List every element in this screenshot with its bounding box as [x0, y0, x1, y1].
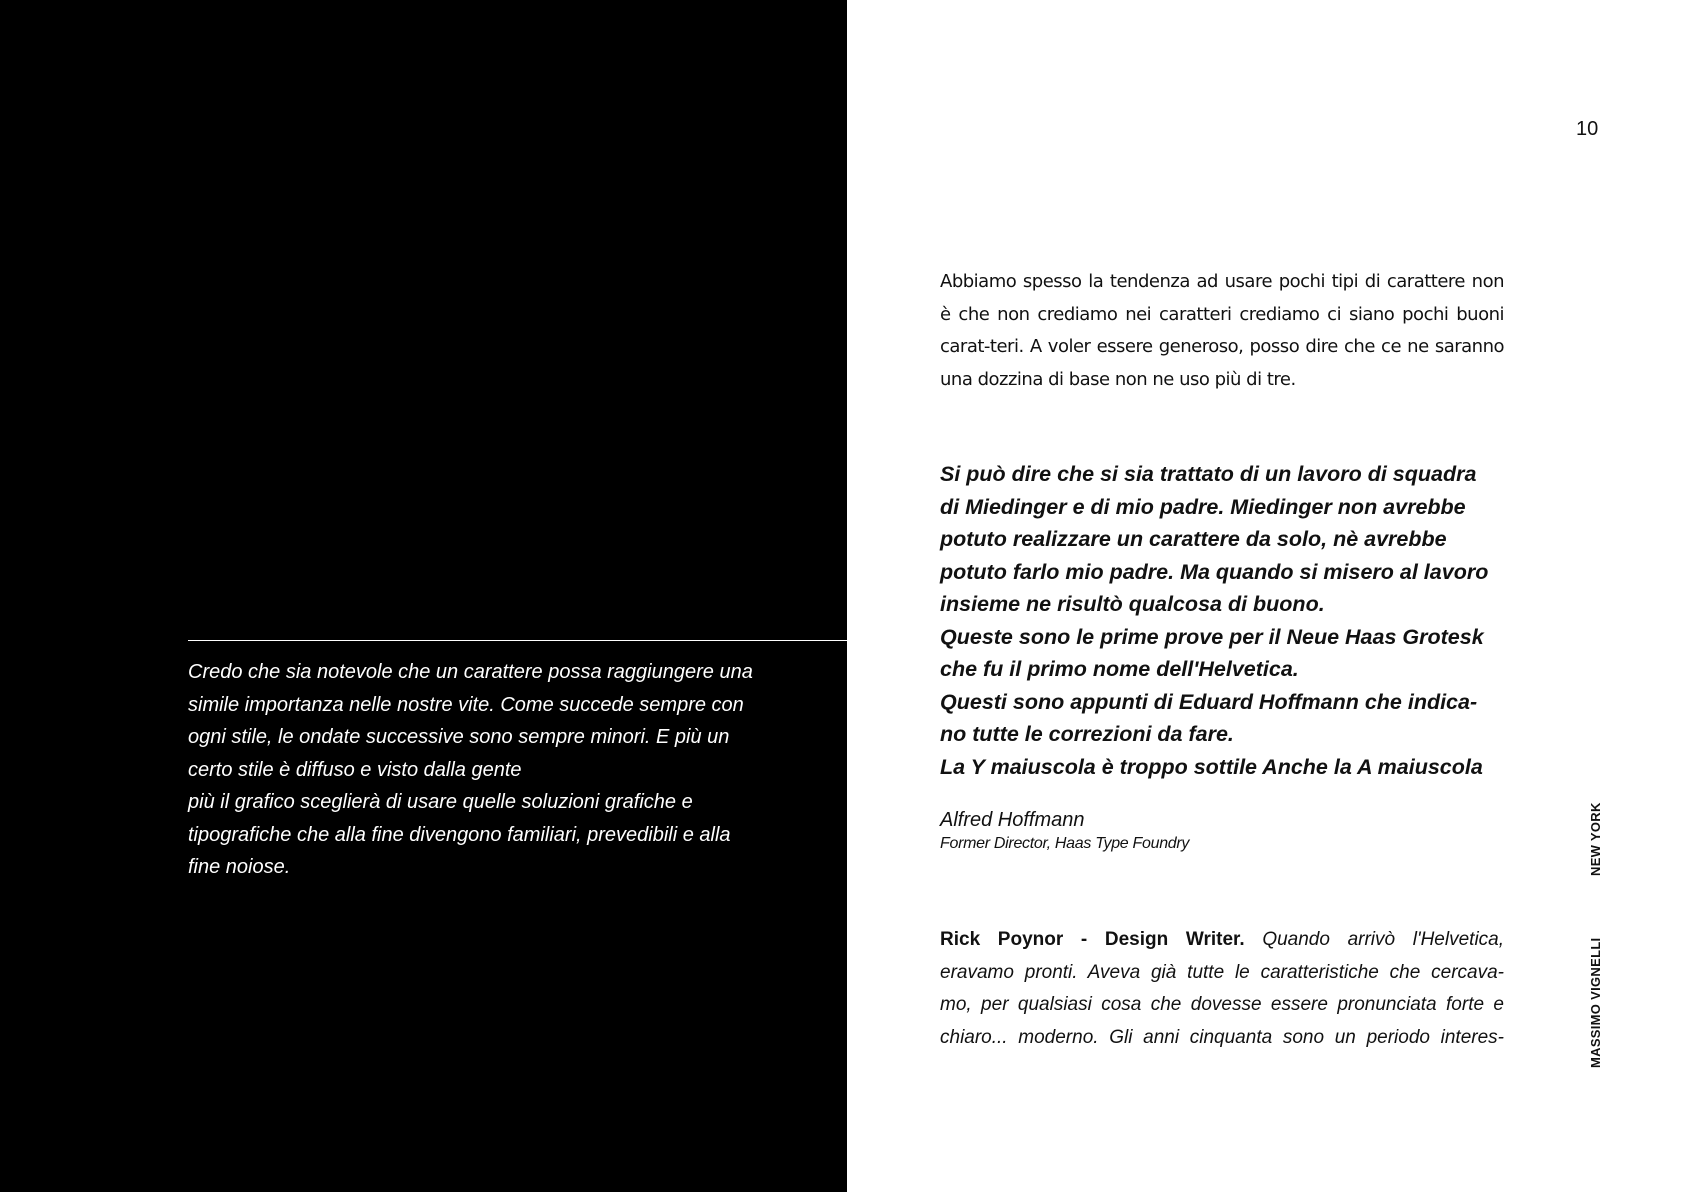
left-quote-line: tipografiche che alla fine divengono familiari, prevedibili e alla	[188, 823, 731, 846]
poynor-line	[940, 924, 1504, 957]
poynor-paragraph	[940, 924, 1504, 1054]
poynor-line: mo, per qualsiasi cosa che dovesse essere pronunciata forte e	[940, 994, 1504, 1015]
quote-line: potuto realizzare un carattere da solo, nè avrebbe	[940, 527, 1447, 551]
attribution-name: Alfred Hoffmann	[940, 809, 1085, 831]
attribution-role: Former Director, Haas Type Foundry	[940, 835, 1190, 852]
quote-line: La Y maiuscola è troppo sottile Anche la A maiuscola	[940, 754, 1483, 779]
page-number: 10	[1576, 118, 1599, 140]
quote-line: di Miedinger e di mio padre. Miedinger non avrebbe	[940, 494, 1466, 519]
left-quote-line: simile importanza nelle nostre vite. Come succede sempre con	[188, 693, 744, 716]
quote-line: no tutte le correzioni da fare.	[940, 722, 1234, 746]
left-quote-line: certo stile è diffuso e visto dalla gente	[188, 758, 522, 781]
quote-line: potuto farlo mio padre. Ma quando si misero al lavoro	[940, 559, 1489, 584]
left-quote-line: più il grafico sceglierà di usare quelle soluzioni grafiche e	[188, 791, 693, 813]
left-quote-line: Credo che sia notevole che un carattere possa raggiungere una	[188, 661, 753, 683]
side-label-city: NEW YORK	[1588, 802, 1603, 876]
poynor-line: chiaro... moderno. Gli anni cinquanta sono un periodo interes-	[940, 1026, 1504, 1048]
quote-line: insieme ne risultò qualcosa di buono.	[940, 592, 1325, 616]
side-label-name: MASSIMO VIGNELLI	[1588, 937, 1603, 1068]
left-quote	[188, 656, 754, 884]
hoffmann-quote	[940, 458, 1530, 783]
poynor-line: eravamo pronti. Aveva già tutte le caratteristiche che cercava-	[940, 961, 1504, 983]
left-quote-line: fine noiose.	[188, 856, 291, 878]
poynor-text: Quando arrivò l'Helvetica,	[1262, 929, 1505, 950]
quote-line: Si può dire che si sia trattato di un lavoro di squadra	[940, 462, 1477, 486]
quote-line: Questi sono appunti di Eduard Hoffmann che indica-	[940, 689, 1478, 714]
divider-rule	[188, 640, 847, 641]
quote-line: che fu il primo nome dell'Helvetica.	[940, 657, 1299, 681]
quote-line: Queste sono le prime prove per il Neue Haas Grotesk	[940, 624, 1484, 649]
left-quote-line: ogni stile, le ondate successive sono sempre minori. E più un	[188, 726, 730, 748]
speaker-name: Rick Poynor - Design Writer.	[940, 929, 1245, 950]
intro-paragraph: Abbiamo spesso la tendenza ad usare pochi tipi di carattere non è che non crediamo nei caratteri crediamo ci siano pochi buoni carat-teri. A voler essere generoso, posso dire che ce ne saranno una dozzina di base non ne uso più di tre.	[940, 271, 1504, 390]
